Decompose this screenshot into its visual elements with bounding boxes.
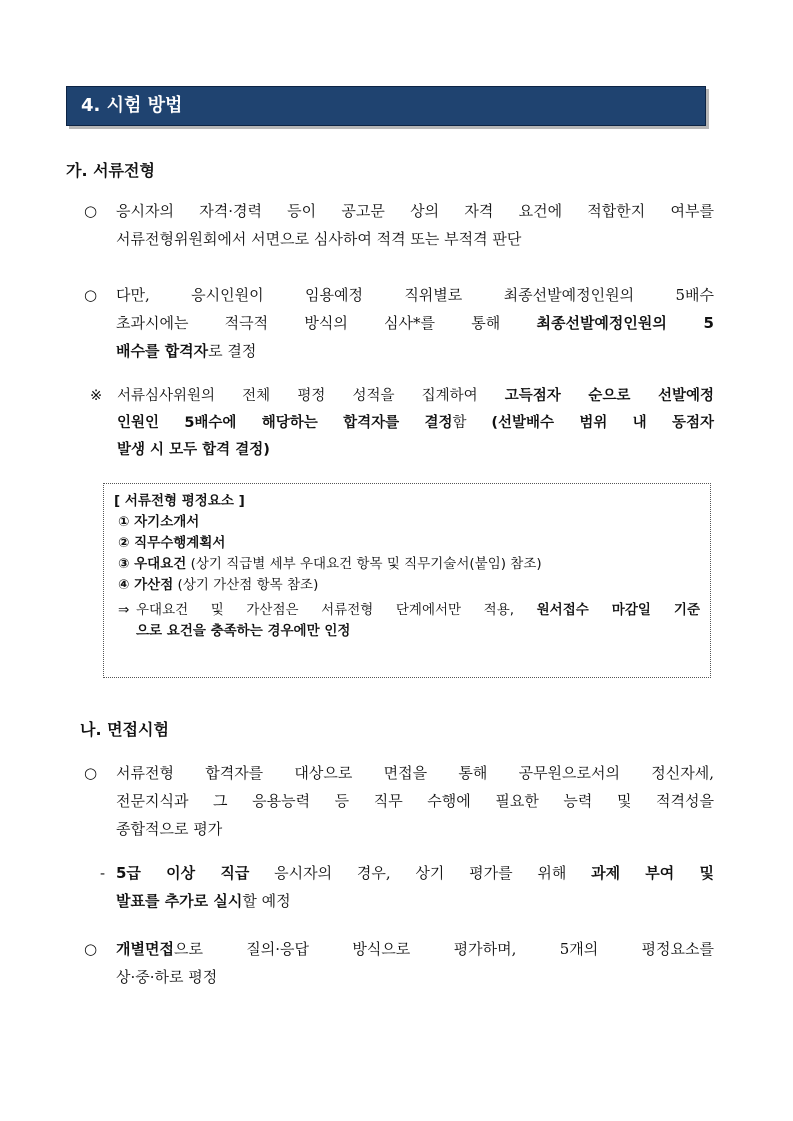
box-item [114,554,700,575]
bold-text: 발생 시 모두 합격 결정) [117,442,270,458]
bold-text: ③ 우대요건 [118,556,187,572]
bold-text: 배수를 합격자 [116,342,209,360]
circle-bullet-icon: ○ [84,764,98,782]
bold-text: (선발배수 범위 내 동점자 [491,415,714,431]
text-line [116,887,714,915]
text-line [136,600,700,621]
box-item: ② 직무수행계획서 [118,535,226,551]
note-paragraph [90,383,714,464]
box-note [114,600,700,642]
text-line [116,935,714,963]
text-line: 상·중·하로 평정 [116,968,218,986]
paragraph-doc-2 [84,281,714,365]
paragraph-interview-1 [84,759,714,843]
text-segment: 함 [452,415,467,431]
box-item [114,575,700,596]
text-line: 응시자의 자격·경력 등이 공고문 상의 자격 요건에 적합한지 여부를 [116,202,714,220]
text-line [117,437,714,464]
heading-document-screening: 가. 서류전형 [66,161,155,180]
bold-text: 고득점자 순으로 선발예정 [504,388,714,404]
circle-bullet-icon: ○ [84,940,98,958]
text-segment: (상기 직급별 세부 우대요건 항목 및 직무기술서(붙임) 참조) [186,556,542,572]
text-segment: 서류심사위원의 전체 평정 성적을 집계하여 [117,388,505,404]
text-segment: 응시자의 경우, 상기 평가를 위해 [249,864,592,882]
sub-paragraph-interview [100,859,714,915]
text-segment: 로 결정 [208,342,257,360]
text-line [116,859,714,887]
text-segment: 초과시에는 적극적 방식의 심사*를 통해 [116,314,537,332]
text-line [117,410,714,437]
bold-text: ④ 가산점 [118,577,174,593]
arrow-icon: ⇒ [118,602,130,618]
bold-text: 과제 부여 및 [591,864,714,882]
bold-text: 최종선발예정인원의 5 [536,314,714,332]
text-segment: 우대요건 및 가산점은 서류전형 단계에서만 적용, [136,602,537,618]
section-title-bar [66,86,706,126]
evaluation-elements-box [103,483,711,678]
box-item: ① 자기소개서 [118,514,200,530]
text-line: 서류전형 합격자를 대상으로 면접을 통해 공무원으로서의 정신자세, [116,764,714,782]
bold-text: 발표를 추가로 실시 [116,892,243,910]
text-line [116,337,714,365]
paragraph-interview-2 [84,935,714,991]
dash-bullet-icon: - [100,864,106,882]
circle-bullet-icon: ○ [84,286,98,304]
heading-interview: 나. 면접시험 [80,720,169,739]
paragraph-doc-1 [84,197,714,253]
text-line: 다만, 응시인원이 임용예정 직위별로 최종선발예정인원의 5배수 [116,286,714,304]
bold-text: 으로 요건을 충족하는 경우에만 인정 [136,623,351,639]
text-segment: 할 예정 [242,892,291,910]
text-line [116,309,714,337]
bold-text: 개별면접 [116,940,174,958]
text-segment: 으로 질의·응답 방식으로 평가하며, 5개의 평정요소를 [173,940,714,958]
bold-text: 5급 이상 직급 [116,864,250,882]
circle-bullet-icon: ○ [84,202,98,220]
text-line: 종합적으로 평가 [116,820,223,838]
text-line [117,383,714,410]
bold-text: 인원인 5배수에 해당하는 합격자를 결정 [117,415,453,431]
text-line [136,621,700,642]
text-line: 서류전형위원회에서 서면으로 심사하여 적격 또는 부적격 판단 [116,230,522,248]
section-title: 4. 시험 방법 [81,95,183,116]
box-title: [ 서류전형 평정요소 ] [114,493,245,509]
text-line: 전문지식과 그 응용능력 등 직무 수행에 필요한 능력 및 적격성을 [116,792,714,810]
reference-mark-icon: ※ [90,388,103,404]
text-segment: (상기 가산점 항목 참조) [173,577,319,593]
bold-text: 원서접수 마감일 기준 [536,602,700,618]
